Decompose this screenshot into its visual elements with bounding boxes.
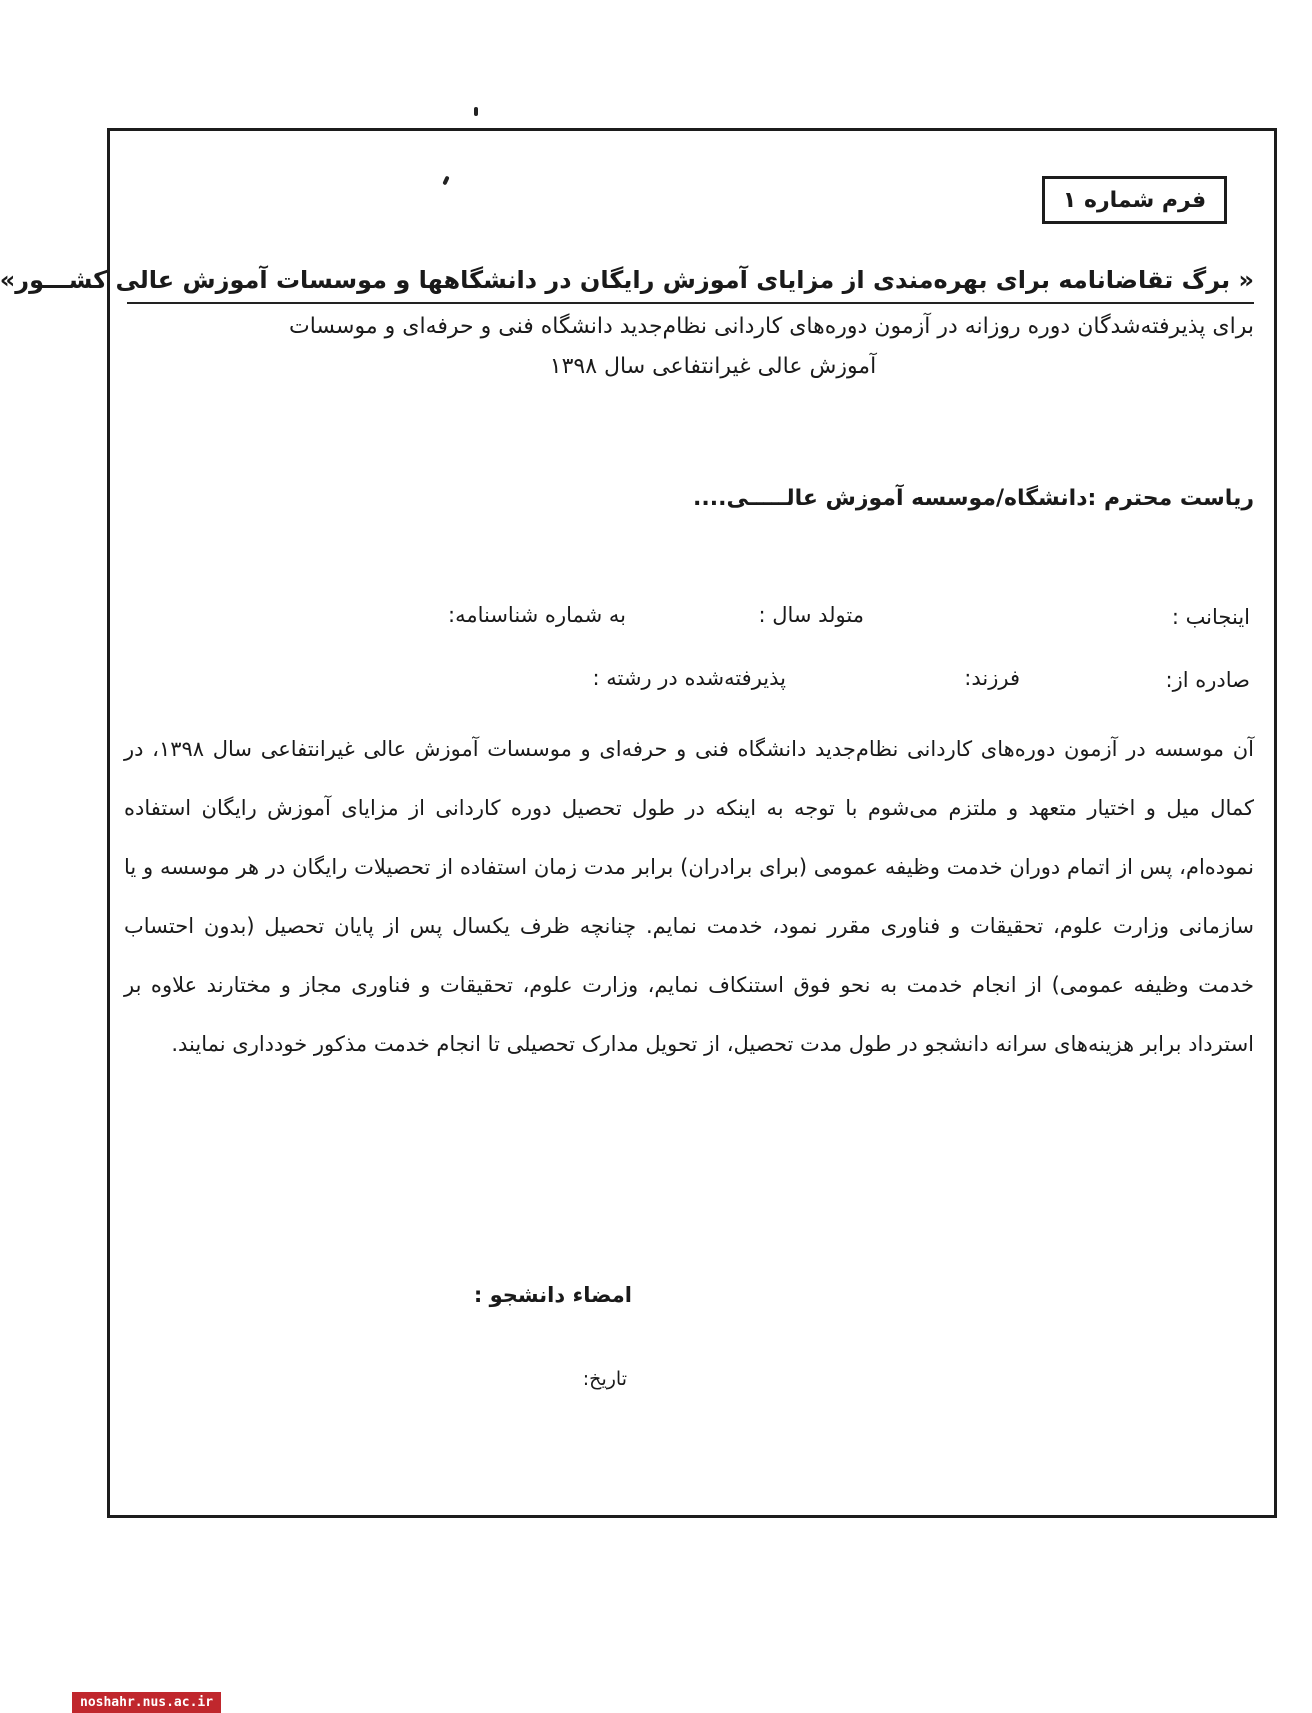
form-number-text: فرم شماره ۱ [1062, 187, 1207, 213]
field-id-number: به شماره شناسنامه: [448, 603, 626, 627]
form-number-badge [1042, 176, 1227, 224]
scan-speck [474, 107, 478, 116]
commitment-paragraph: آن موسسه در آزمون دوره‌های کاردانی نظام‌جدید دانشگاه فنی و حرفه‌ای و موسسات آموزش عالی غیرانتفاعی سال ۱۳۹۸، در کمال میل و اختیار متعهد و ملتزم می‌شوم با توجه به اینکه در طول تحصیل دوره کاردانی از مزایای آموزش رایگان استفاده نموده‌ام، پس از اتمام دوران خدمت وظیفه عمومی (برای برادران) برابر مدت زمان استفاده از تحصیلات رایگان در هر موسسه و یا سازمانی وزارت علوم، تحقیقات و فناوری مقرر نمود، خدمت نمایم. چنانچه ظرف یکسال پس از پایان تحصیل (بدون احتساب خدمت وظیفه عمومی) از انجام خدمت به نحو فوق استنکاف نمایم، وزارت علوم، تحقیقات و فناوری مجاز و مختارند علاوه بر استرداد برابر هزینه‌های سرانه دانشجو در طول مدت تحصیل، از تحویل مدارک تحصیلی تا انجام خدمت مذکور خودداری نمایند. [124, 737, 1254, 1056]
field-issued-from: صادره از: [1165, 668, 1250, 692]
field-applicant: اینجانب : [1171, 605, 1250, 629]
subtitle-line-2: آموزش عالی غیرانتفاعی سال ۱۳۹۸ [549, 354, 877, 379]
field-admitted-major: پذیرفته‌شده در رشته : [592, 666, 786, 690]
subtitle-line-1: برای پذیرفته‌شدگان دوره روزانه در آزمون دوره‌های کاردانی نظام‌جدید دانشگاه فنی و حرفه‌ای و موسسات [289, 314, 1254, 339]
signature-label: امضاء دانشجو : [473, 1283, 632, 1307]
site-watermark: noshahr.nus.ac.ir [72, 1692, 221, 1713]
field-birth-year: متولد سال : [758, 603, 864, 627]
field-child-of: فرزند: [964, 666, 1020, 690]
form-title: « برگ تقاضانامه برای بهره‌مندی از مزایای آموزش رایگان در دانشگاهها و موسسات آموزش عالی کشـــور» [127, 262, 1254, 304]
form-subtitle [132, 307, 1254, 387]
date-label: تاریخ: [582, 1368, 627, 1390]
salutation: ریاست محترم :دانشگاه/موسسه آموزش عالـــــی.... [693, 486, 1254, 511]
